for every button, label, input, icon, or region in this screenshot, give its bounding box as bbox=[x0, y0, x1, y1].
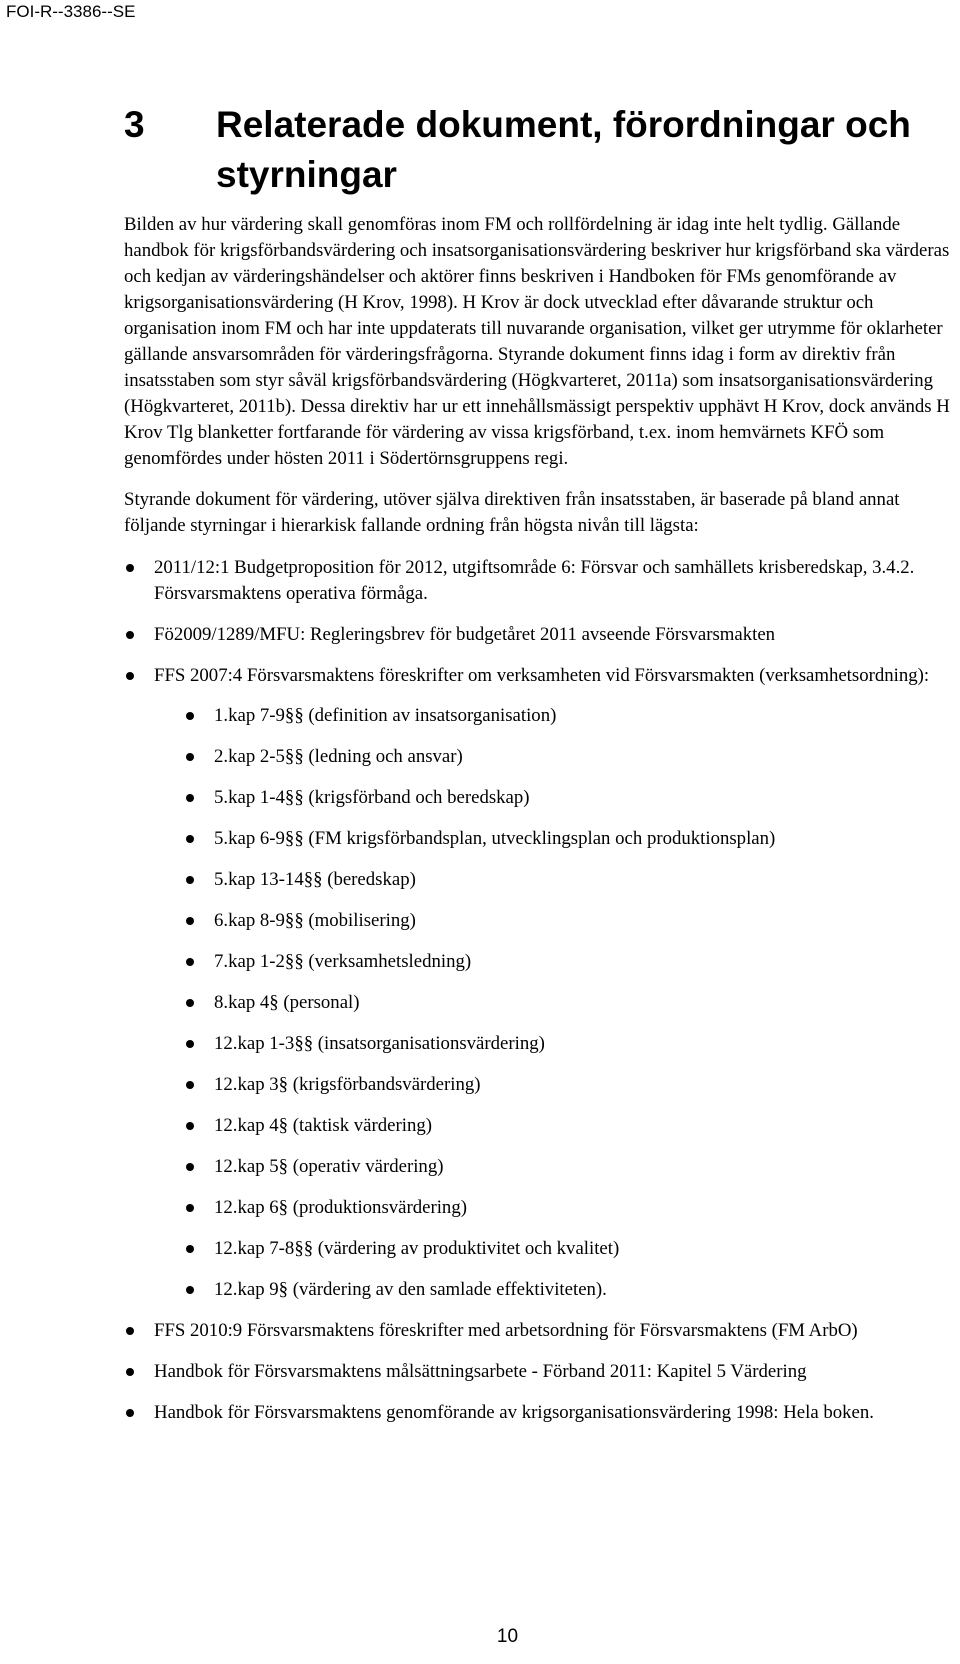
section-number: 3 bbox=[124, 104, 145, 145]
page-number: 10 bbox=[496, 1626, 519, 1647]
list-item: Handbok för Försvarsmaktens genomförande av krigsorganisationsvärdering 1998: Hela boken. bbox=[124, 1400, 950, 1426]
sublist-item: 2.kap 2-5§§ (ledning och ansvar) bbox=[154, 744, 950, 770]
sublist-item: 12.kap 3§ (krigsförbandsvärdering) bbox=[154, 1072, 950, 1098]
bullet-icon bbox=[186, 1286, 194, 1294]
bullet-icon bbox=[126, 1409, 134, 1417]
bullet-icon bbox=[186, 1163, 194, 1171]
bullet-icon bbox=[186, 917, 194, 925]
sublist-item: 5.kap 13-14§§ (beredskap) bbox=[154, 867, 950, 893]
bullet-icon bbox=[186, 1040, 194, 1048]
sublist-item: 7.kap 1-2§§ (verksamhetsledning) bbox=[154, 949, 950, 975]
sublist-item: 1.kap 7-9§§ (definition av insatsorganisation) bbox=[154, 703, 950, 729]
sublist-item: 6.kap 8-9§§ (mobilisering) bbox=[154, 908, 950, 934]
sublist-item: 12.kap 1-3§§ (insatsorganisationsvärdering) bbox=[154, 1031, 950, 1057]
list-item: 2011/12:1 Budgetproposition för 2012, utgiftsområde 6: Försvar och samhällets krisberedskap, 3.4.2. Försvarsmaktens operativa förmåga. bbox=[124, 555, 950, 607]
sublist-item: 12.kap 6§ (produktionsvärdering) bbox=[154, 1195, 950, 1221]
bullet-icon bbox=[186, 1122, 194, 1130]
bullet-icon bbox=[186, 712, 194, 720]
document-body bbox=[124, 212, 950, 1441]
bullet-icon bbox=[186, 794, 194, 802]
sublist-item: 12.kap 9§ (värdering av den samlade effektiviteten). bbox=[154, 1277, 950, 1303]
bullet-icon bbox=[186, 1081, 194, 1089]
bullet-icon bbox=[186, 753, 194, 761]
bullet-icon bbox=[186, 999, 194, 1007]
paragraph-intro: Bilden av hur värdering skall genomföras inom FM och rollfördelning är idag inte helt tydlig. Gällande handbok för krigsförbandsvärdering och insatsorganisationsvärdering beskriver hur krigsförband ska värderas och kedjan av värderingshändelser och aktörer finns beskriven i Handboken för FMs genomförande av krigsorganisationsvärdering (H Krov, 1998). H Krov är dock utvecklad efter dåvarande struktur och organisation inom FM och har inte uppdaterats till nuvarande organisation, vilket ger utrymme för oklarheter gällande ansvarsområden för värderingsfrågorna. Styrande dokument finns idag i form av direktiv från insatsstaben som styr såväl krigsförbandsvärdering (Högkvarteret, 2011a) som insatsorganisationsvärdering (Högkvarteret, 2011b). Dessa direktiv har ur ett innehållsmässigt perspektiv upphävt H Krov, dock används H Krov Tlg blanketter fortfarande för värdering av vissa krigsförband, t.ex. inom hemvärnets KFÖ som genomfördes under hösten 2011 i Södertörnsgruppens regi. bbox=[124, 214, 950, 469]
sublist-item: 5.kap 1-4§§ (krigsförband och beredskap) bbox=[154, 785, 950, 811]
bullet-icon bbox=[126, 672, 134, 680]
bullet-icon bbox=[186, 958, 194, 966]
section-title: Relaterade dokument, förordningar och styrningar bbox=[216, 104, 911, 195]
list-item-ffs-2007: FFS 2007:4 Försvarsmaktens föreskrifter om verksamheten vid Försvarsmakten (verksamhetsordning): 1.kap 7-9§§ (definition av insatsorganisation) 2.kap 2-5§§ (ledning och ansvar) 5.kap 1-4§§ (krigsförband och beredskap) 5.kap 6-9§§ (FM krigsförbandsplan, utvecklingsplan och produktionsplan) 5.kap 13-14§§ (beredskap) 6.kap 8-9§§ (mobilisering) 7.kap 1-2§§ (verksamhetsledning) 8.kap 4§ (personal) 12.kap 1-3§§ (insatsorganisationsvärdering) 12.kap 3§ (krigsförbandsvärdering) 12.kap 4§ (taktisk värdering) 12.kap 5§ (operativ värdering) 12.kap 6§ (produktionsvärdering) 12.kap 7-8§§ (värdering av produktivitet och kvalitet) 12.kap 9§ (värdering av den samlade effektiviteten). bbox=[124, 663, 950, 1303]
bullet-icon bbox=[126, 564, 134, 572]
section-heading bbox=[124, 100, 944, 200]
list-item: Handbok för Försvarsmaktens målsättningsarbete - Förband 2011: Kapitel 5 Värdering bbox=[124, 1359, 950, 1385]
paragraph-governing-docs: Styrande dokument för värdering, utöver själva direktiven från insatsstaben, är baserade på bland annat följande styrningar i hierarkisk fallande ordning från högsta nivån till lägsta: bbox=[124, 489, 900, 536]
sublist-item: 12.kap 5§ (operativ värdering) bbox=[154, 1154, 950, 1180]
bullet-icon bbox=[186, 1245, 194, 1253]
governance-list bbox=[124, 555, 950, 1426]
document-id: FOI-R--3386--SE bbox=[6, 2, 136, 21]
bullet-icon bbox=[186, 835, 194, 843]
sublist-item: 12.kap 7-8§§ (värdering av produktivitet och kvalitet) bbox=[154, 1236, 950, 1262]
list-item: Fö2009/1289/MFU: Regleringsbrev för budgetåret 2011 avseende Försvarsmakten bbox=[124, 622, 950, 648]
bullet-icon bbox=[186, 1204, 194, 1212]
sublist-item: 12.kap 4§ (taktisk värdering) bbox=[154, 1113, 950, 1139]
sublist-item: 8.kap 4§ (personal) bbox=[154, 990, 950, 1016]
bullet-icon bbox=[186, 876, 194, 884]
list-item: FFS 2010:9 Försvarsmaktens föreskrifter med arbetsordning för Försvarsmaktens (FM ArbO) bbox=[124, 1318, 950, 1344]
ffs-2007-sublist bbox=[154, 703, 950, 1303]
sublist-item: 5.kap 6-9§§ (FM krigsförbandsplan, utvecklingsplan och produktionsplan) bbox=[154, 826, 950, 852]
bullet-icon bbox=[126, 631, 134, 639]
bullet-icon bbox=[126, 1327, 134, 1335]
bullet-icon bbox=[126, 1368, 134, 1376]
